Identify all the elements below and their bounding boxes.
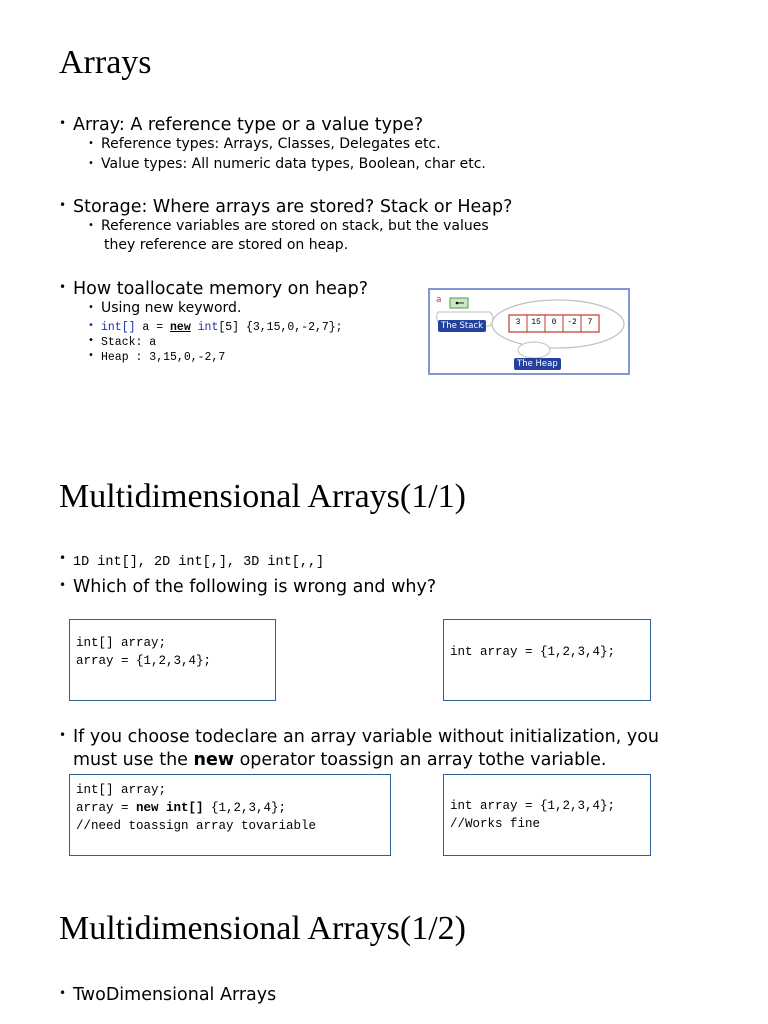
slide3-title: Multidimensional Arrays(1/2) — [59, 910, 467, 947]
code-text: Heap : 3,15,0,-2,7 — [101, 351, 226, 364]
bullet-allocate: • How toallocate memory on heap? — [59, 279, 369, 299]
code-comment: //need toassign array tovariable — [76, 819, 317, 833]
code-line: {1,2,3,4}; — [203, 801, 287, 815]
sub-bullet-continuation: they reference are stored on heap. — [104, 237, 349, 253]
code-keyword: new — [170, 321, 191, 334]
code-comment: //Works fine — [450, 817, 541, 831]
variable-label: a — [436, 295, 442, 305]
stack-label: The Stack — [438, 320, 486, 332]
code-line: int array = {1,2,3,4}; — [450, 799, 616, 813]
bullet-text: Which of the following is wrong and why? — [73, 577, 437, 597]
code-line-declaration: • int[] a = new int[5] {3,15,0,-2,7}; — [88, 320, 343, 334]
bullet-text: 1D int[], 2D int[,], 3D int[,,] — [73, 555, 325, 570]
note-text: operator toassign an array tothe variable. — [234, 750, 607, 770]
code-line-stack: • Stack: a — [88, 335, 157, 349]
code-token: a = — [135, 321, 171, 334]
heap-cell-value: 3 — [515, 318, 521, 327]
heap-cell-value: -2 — [567, 318, 577, 327]
bullet-text: TwoDimensional Arrays — [73, 985, 277, 1005]
sub-bullet-reference-types: • Reference types: Arrays, Classes, Delegates etc. — [88, 136, 441, 152]
code-line: int array = {1,2,3,4}; — [450, 645, 616, 659]
bullet-storage: • Storage: Where arrays are stored? Stack or Heap? — [59, 197, 513, 217]
sub-bullet-text: Value types: All numeric data types, Boolean, char etc. — [101, 156, 486, 172]
bullet-two-dimensional: • TwoDimensional Arrays — [59, 985, 277, 1005]
code-line: int[] array; — [76, 783, 167, 797]
bullet-text: Array: A reference type or a value type? — [73, 115, 424, 135]
bullet-array-type: • Array: A reference type or a value type? — [59, 115, 424, 135]
sub-bullet-text: Using new keyword. — [101, 300, 242, 316]
heap-cell-value: 0 — [551, 318, 557, 327]
note-keyword: new — [193, 750, 235, 770]
bullet-text: How toallocate memory on heap? — [73, 279, 369, 299]
code-line-heap: • Heap : 3,15,0,-2,7 — [88, 350, 226, 364]
bullet-text: If you choose todeclare an array variable without initialization, you — [73, 727, 660, 747]
bullet-text: Storage: Where arrays are stored? Stack or Heap? — [73, 197, 513, 217]
code-token: [5] {3,15,0,-2,7}; — [218, 321, 343, 334]
bullet-note: • If you choose todeclare an array variable without initialization, you — [59, 727, 660, 747]
sub-bullet-reference-variables: • Reference variables are stored on stack, but the values — [88, 218, 489, 234]
code-keyword: new int[] — [136, 801, 204, 815]
code-text: Stack: a — [101, 336, 157, 349]
sub-bullet-new-keyword: • Using new keyword. — [88, 300, 242, 316]
bullet-question: • Which of the following is wrong and why? — [59, 577, 437, 597]
code-token: int — [190, 321, 219, 334]
heap-label: The Heap — [514, 358, 561, 370]
reference-dot — [456, 302, 459, 305]
code-line: array = {1,2,3,4}; — [76, 654, 212, 668]
code-box-right-2 — [443, 774, 651, 856]
note-text: must use the — [73, 750, 194, 770]
code-box-left-2 — [69, 774, 391, 856]
sub-bullet-text: Reference types: Arrays, Classes, Delegates etc. — [101, 136, 441, 152]
heap-cell-value: 15 — [531, 318, 541, 327]
slide2-title: Multidimensional Arrays(1/1) — [59, 478, 467, 515]
code-line: int[] array; — [76, 636, 167, 650]
code-box-left-1 — [69, 619, 276, 701]
heap-cloud-tail — [518, 342, 550, 358]
code-token: int[] — [101, 321, 136, 334]
stack-heap-diagram — [428, 288, 630, 375]
sub-bullet-value-types: • Value types: All numeric data types, Boolean, char etc. — [88, 156, 486, 172]
slide1-title: Arrays — [59, 44, 152, 81]
bullet-dimensions: • 1D int[], 2D int[,], 3D int[,,] — [59, 551, 325, 570]
code-line: array = — [76, 801, 137, 815]
code-box-right-1 — [443, 619, 651, 701]
bullet-note-continuation — [73, 750, 606, 770]
sub-bullet-text: Reference variables are stored on stack, but the values — [101, 218, 489, 234]
heap-cell-value: 7 — [587, 318, 593, 327]
